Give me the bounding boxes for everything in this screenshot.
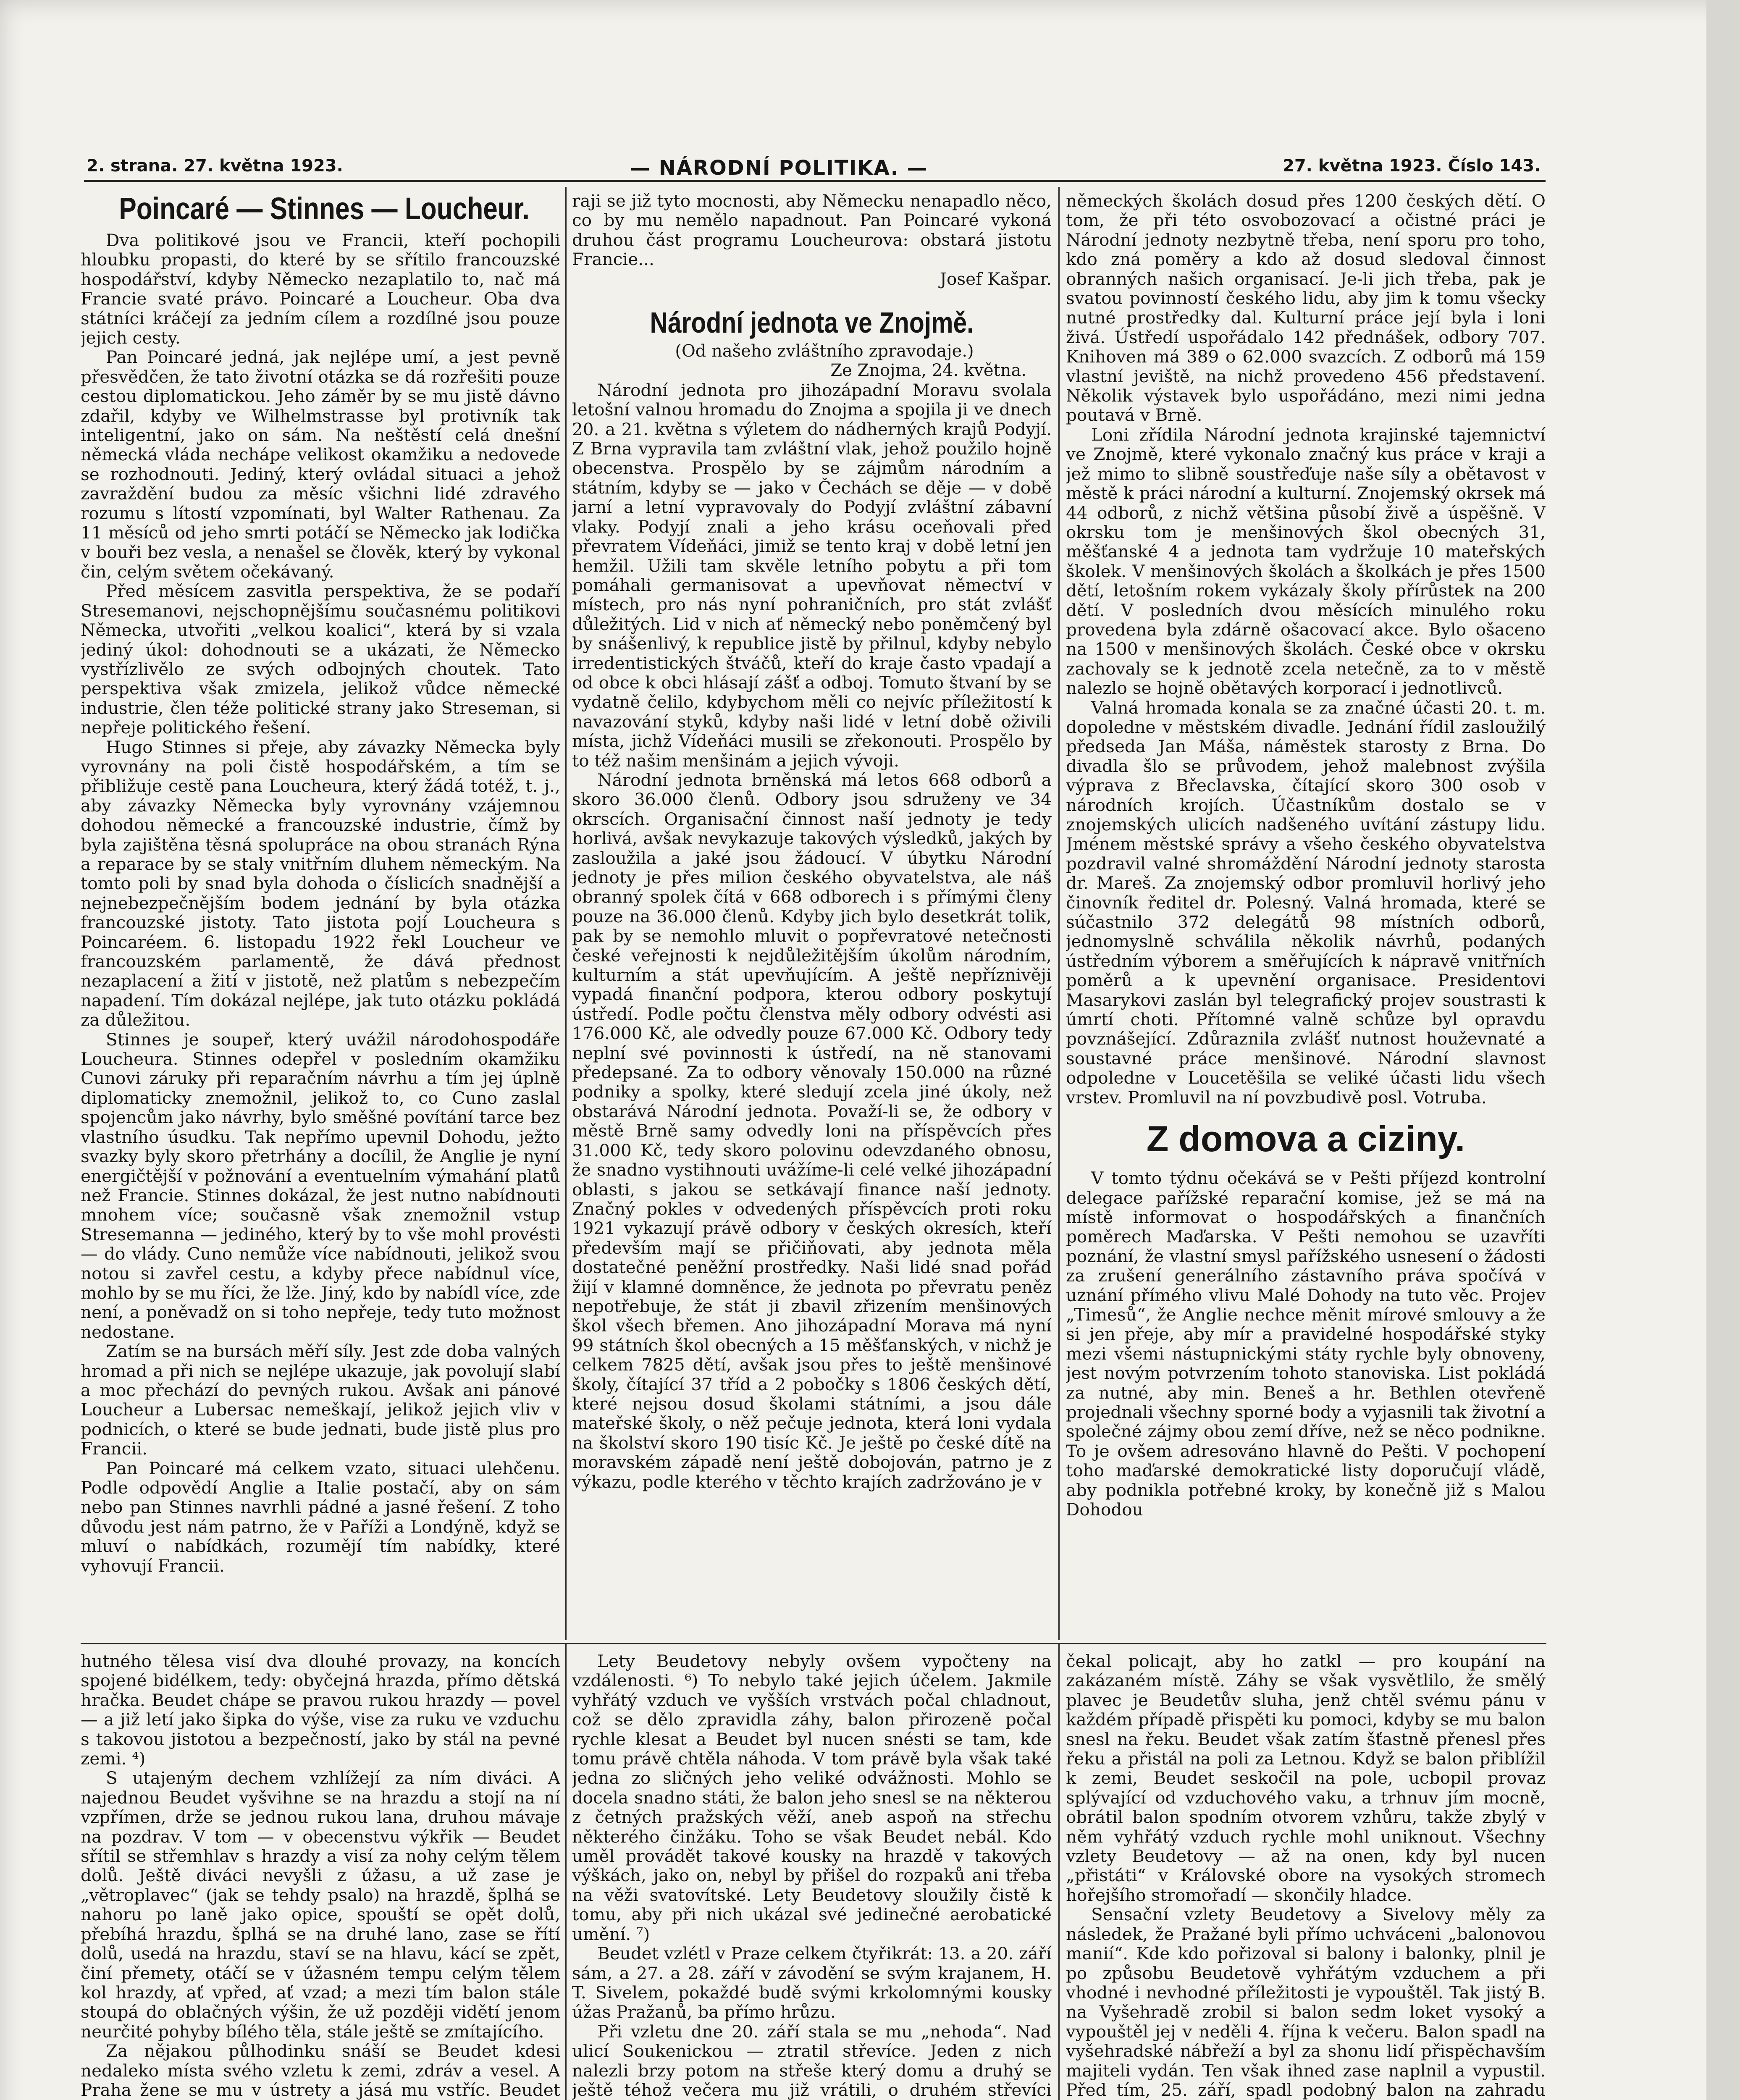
paragraph: německých školách dosud přes 1200 českých dětí. O tom, že při této osvobozovací a očistné práci je Národní jednoty nezbytně třeba, není sporu pro toho, kdo zná poměry a kdo až dosud sledoval činnost obranných našich organisací. Je-li jich třeba, pak je svatou povinností českého lidu, aby jim k tomu všecky nutné prostředky dal. Kulturní práce její byla i loni živá. Ústředí uspořádalo 142 přednášek, odbory 707. Knihoven má 389 o 62.000 svazcích. Z odborů má 159 vlastní jeviště, na nichž provedeno 456 představení. Několik výstavek bylo uspořádáno, mezi nimi jedna poutavá v Brně.	[1066, 191, 1546, 425]
column-divider	[1058, 1644, 1060, 2100]
column-divider	[565, 1644, 567, 2100]
paragraph: Stinnes je soupeř, který uvážil národohospodáře Loucheura. Stinnes odepřel v posledním okamžiku Cunovi záruky při reparačním návrhu a tím jej úplně diplomaticky znemožnil, jelikož to, co Cuno zaslal spojencům jako návrhy, bylo směšné povítání tarce bez vlastního úsudku. Tak nepřímo upevnil Dohodu, ježto svazky byly skoro přetrhány a docílil, že Anglie je nyní energičtější v požnování a eventuelním výmahání platů než Francie. Stinnes dokázal, že jest nutno nabídnouti mnohem více; současně však znemožnil vstup Stresemanna — jediného, který by to vše mohl provésti — do vlády. Cuno nemůže více nabídnouti, jelikož svou notou si zavřel cestu, a kdyby přece nabídnul více, mohlo by se mu říci, že lže. Jiný, kdo by nabídl více, zde není, a poněvadž on si toho nepřeje, tedy tuto možnost nedostane.	[81, 1029, 560, 1342]
paragraph: Loni zřídila Národní jednota krajinské tajemnictví ve Znojmě, které vykonalo značný kus práce v kraji a jež mimo to slibně soustřeďuje naše síly a obětavost v městě k práci národní a kulturní. Znojemský okrsek má 44 odborů, z nichž většina působí živě a úspěšně. V okrsku tom je menšinových škol obecných 31, měšťanské 4 a jednota tam vydržuje 10 mateřských školek. V menšinových školách a školkách je přes 1500 dětí, letošním rokem vykázaly školy přírůstek na 200 dětí. V posledních dvou měsících minulého roku provedena byla zdárně ošacovací akce. Bylo ošaceno na 1500 v menšinových školách. České obce v okrsku zachovaly se k jednotě zcela netečně, za to v městě nalezlo se hojně obětavých korporací i jednotlivců.	[1066, 424, 1546, 698]
paragraph: V tomto týdnu očekává se v Pešti příjezd kontrolní delegace pařížské reparační komise, jež se má na místě informovat o hospodářských a finančních poměrech Maďarska. V Pešti nemohou se uzavříti poznání, že vlastní smysl pařížského usnesení o žádosti za zrušení generálního zástavního práva spočívá v uznání přímého vlivu Malé Dohody na tuto věc. Projev „Timesů“, že Anglie nechce měnit mírové smlouvy a že si jen přeje, aby mír a pravidelné hospodářské styky mezi všemi nástupnickými státy rychle byly obnoveny, jest novým potvrzením tohoto stanoviska. List pokládá za nutné, aby min. Beneš a hr. Bethlen otevřeně projednali všechny sporné body a vyjasnili tak životní a společné zájmy obou zemí dříve, než se něco podnikne. To je ovšem adresováno hlavně do Pešti. V pochopení toho maďarské demokratické listy doporučují vládě, aby podnikla potřebné kroky, by konečně již s Malou Dohodou	[1066, 1168, 1546, 1520]
feuilleton-column-3	[1066, 1651, 1546, 2100]
column-3	[1066, 191, 1546, 1636]
column-1	[81, 191, 560, 1636]
feuilleton-column-1	[81, 1651, 560, 2100]
article-title: Národní jednota ve Znojmě.	[650, 306, 974, 339]
page-number-date: 2. strana. 27. května 1923.	[87, 156, 343, 176]
article-subtitle: (Od našeho zvláštního zpravodaje.)	[675, 341, 974, 361]
paragraph: S utajeným dechem vzhlížejí za ním diváci. A najednou Beudet vyšvihne se na hrazdu a stojí na ní vzpřímen, drže se jednou rukou lana, druhou mávaje na pozdrav. V tom — v obecenstvu výkřik — Beudet sřítil se střemhlav s hrazdy a visí za nohy celým tělem dolů. Ještě diváci nevyšli z úžasu, a už zase je „větroplavec“ (jak se tehdy psalo) na hrazdě, šplhá se nahoru po laně jako opice, spouští se opět dolů, přebíhá hrazdu, šplhá se na druhé lano, zase se řítí dolů, usedá na hrazdu, staví se na hlavu, kácí se zpět, činí přemety, otáčí se v úžasném tempu celým tělem kol hrazdy, ať vpřed, ať vzad; a mezi tím balon stále stoupá do oblačných výšin, že už později vidětí jenom neurčité pohyby bílého těla, stále ještě se zmítajícího.	[81, 1768, 560, 2042]
signature: Josef Kašpar.	[940, 268, 1052, 289]
paragraph: čekal policajt, aby ho zatkl — pro koupání na zakázaném místě. Záhy se však vysvětlilo, že smělý plavec je Beudetův sluha, jenž chtěl svému pánu v každém případě přispěti ku pomoci, kdyby se mu balon snesl na řeku. Beudet však zatím šťastně přenesl přes řeku a přistál na poli za Letnou. Když se balon přiblížil k zemi, Beudet seskočil na pole, ucbopil provaz splývající od vzduchového vaku, a trhnuv jím mocně, obrátil balon spodním otvorem vzhůru, takže zbylý v něm vyhřátý vzduch rychle mohl uniknout. Všechny vzlety Beudetovy — až na onen, kdy byl nucen „přistáti“ v Královské obore na vysokých stromech hořejšího stromořadí — skončily hladce.	[1066, 1651, 1546, 1905]
paragraph: Beudet vzlétl v Praze celkem čtyřikrát: 13. a 20. září sám, a 27. a 28. září v závodění se svým krajanem, H. T. Sivelem, pokaždé budě svými krkolomnými kousky úžas Pražanů, ba přímo hrůzu.	[572, 1943, 1052, 2022]
column-divider	[565, 187, 567, 1640]
masthead: — NÁRODNÍ POLITIKA. —	[630, 156, 928, 180]
paragraph: Při vzletu dne 20. září stala se mu „nehoda“. Nad ulicí Soukenickou — ztratil střevíce. Jeden z nich nalezli brzy potom na střeše který domu a druhý se ještě téhož večera mu již vrátili, o druhém střevíci	[572, 2021, 1052, 2100]
section-title: Z domova a ciziny.	[1146, 1119, 1465, 1160]
paragraph: raji se již tyto mocnosti, aby Německu nenapadlo něco, co by mu nemělo napadnout. Pan Poincaré vykoná druhou část programu Loucheurova: obstará jistotu Francie...	[572, 191, 1052, 270]
feuilleton-rule	[81, 1643, 1546, 1644]
paragraph: Sensační vzlety Beudetovy a Sivelovy měly za následek, že Pražané byli přímo uchváceni „balonovou manií“. Kde kdo pořizoval si balony i balonky, plnil je po způsobu Beudetově vyhřátým vzduchem a při vhodné i nevhodné příležitosti je vypouštěl. Tak jistý B. na Vyšehradě zrobil si balon sedm loket vysoký a vypouštěl jej v neděli 4. října k večeru. Balon spadl na vyšehradské nábřeží a byl za shonu lidí přispěchavším majiteli vydán. Ten však ihned zase naplnil a vypustil. Před tím, 25. září, spadl podobný balon na zahradu	[1066, 1904, 1546, 2100]
paragraph: Hugo Stinnes si přeje, aby závazky Německa byly vyrovnány na poli čistě hospodářském, a tím se přibližuje cestě pana Loucheura, který žádá totéž, t. j., aby závazky Německa byly vyrovnány vzájemnou dohodou německé a francouzské industrie, čímž by byla zajištěna těsná spolupráce na obou stranách Rýna a reparace by se staly vnitřním dluhem německým. Na tomto poli by snad byla dohoda o číslicích snadnější a nejnebezpečnějším bodem jednání by byla otázka francouzské jistoty. Tato jistota pojí Loucheura s Poincaréem. 6. listopadu 1922 řekl Loucheur ve francouzském parlamentě, že dává přednost nezaplacení a žití v jistotě, než platům s nebezpečím napadení. Tím dokázal nejlépe, jak tuto otázku pokládá za důležitou.	[81, 737, 560, 1030]
issue-date-number: 27. května 1923. Číslo 143.	[1283, 156, 1541, 176]
header-rule	[84, 180, 1546, 182]
feuilleton-column-2	[572, 1651, 1052, 2100]
column-divider	[1058, 187, 1060, 1640]
column-2	[572, 191, 1052, 1636]
dateline: Ze Znojma, 24. května.	[830, 361, 1026, 381]
article-title: Poincaré — Stinnes — Loucheur.	[119, 191, 530, 226]
paragraph: Dva politikové jsou ve Francii, kteří pochopili hloubku propasti, do které by se sřítilo francouzské hospodářství, kdyby Německo nezaplatilo to, nač má Francie svaté právo. Poincaré a Loucheur. Oba dva státníci kráčejí za jedním cílem a rozdílné jsou pouze jejich cesty.	[81, 230, 560, 348]
paragraph: Lety Beudetovy nebyly ovšem vypočteny na vzdálenosti. ⁶) To nebylo také jejich účelem. Jakmile vyhřátý vzduch ve vyšších vrstvách počal chladnout, což se dělo zpravidla záhy, balon přirozeně počal rychle klesat a Beudet byl nucen snésti se tam, kde tomu právě chtěla náhoda. V tom právě byla však také jedna zo sličných jeho veliké odvážnosti. Mohlo se docela snadno státi, že balon jeho snesl se na některou z četných pražských věží, aneb aspoň na střechu některého činžáku. Toho se však Beudet nebál. Kdo uměl provádět takové kousky na hrazdě v takových výškách, jako on, nebyl by přišel do rozpaků ani třeba na věži svatovítské. Lety Beudetovy sloužily čistě k tomu, aby při nich ukázal své jedinečné aerobatické umění. ⁷)	[572, 1651, 1052, 1944]
paragraph: Národní jednota brněnská má letos 668 odborů a skoro 36.000 členů. Odbory jsou sdruženy ve 34 okrscích. Organisační činnost naší jednoty je tedy horlivá, avšak nevykazuje takových výsledků, jakých by zasloužila a jaké jsou žádoucí. V úbytku Národní jednoty je přes milion českého obyvatelstva, ale náš obranný spolek čítá v 668 odborech i s přímými členy pouze na 36.000 členů. Kdyby jich bylo desetkrát tolik, pak by se nemohlo mluvit o popřevratové netečnosti české veřejnosti k nejdůležitějším úkolům národním, kulturním a stát upevňujícím. A ještě nepříznivěji vypadá finanční podpora, kterou odbory poskytují ústředí. Podle počtu členstva měly odbory odvésti asi 176.000 Kč, ale odvedly pouze 67.000 Kč. Odbory tedy neplní své povinnosti k ústředí, na ně stanovami předepsané. Za to odbory věnovaly 150.000 na různé podniky a spolky, které sledují zcela jiné úkoly, než obstarává Národní jednota. Považí-li se, že odbory v městě Brně samy odvedly loni na příspěvcích přes 31.000 Kč, tedy skoro polovinu odevzdaného obnosu, že snadno vystihnouti uvážíme-li celé velké jihozápadní oblasti, s jakou se setkávají finance naší jednoty. Značný pokles v odvedených příspěvcích proti roku 1921 vykazují právě odbory v českých okresích, kteří především mají se přičiňovati, aby jednota měla dostatečné peněžní prostředky. Naši lidé snad pořád žijí v klamné domněnce, že jednota po převratu peněz nepotřebuje, že stát ji zbavil zřizením menšinových škol všech břemen. Ano jihozápadní Morava má nyní 99 státních škol obecných a 15 měšťanských, v nichž je celkem 7825 dětí, avšak jsou přes to ještě menšinové školy, čítající 37 tříd a 2 pobočky s 1806 českých dětí, které nejsou dosud školami státními, a jsou dále mateřské školy, o něž pečuje jednota, která loni vydala na školství skoro 190 tisíc Kč. Je ještě po české dítě na moravském západě není ještě dobojován, patrno je z výkazu, podle kterého v těchto krajích zadržováno je v	[572, 769, 1052, 1492]
paragraph: Národní jednota pro jihozápadní Moravu svolala letošní valnou hromadu do Znojma a spojila ji ve dnech 20. a 21. května s výletem do nádherných krajů Podyjí. Z Brna vypravila tam zvláštní vlak, jehož použilo hojně obecenstva. Prospělo by se zájmům národním a státním, kdyby se — jako v Čechách se děje — v době jarní a letní vypravovaly do Podyjí zvláštní zábavní vlaky. Podyjí znali a jeho krásu oceňovali před převratem Vídeňáci, jimiž se tento kraj v době letní jen hemžil. Užili tam skvěle letního pobytu a při tom pomáhali germanisovat a upevňovat němectví v místech, pro nás nyní pohraničních, pro stát zvlášť důležitých. Lid v nich ať německý nebo poněmčený byl by snášenlivý, k republice jistě by přilnul, kdyby nebylo irredentistických štváčů, kteří do kraje často vpadají a od obce k obci hlásají zášť a odboj. Tomuto štvaní by se vydatně čelilo, kdybychom měli co nejvíc příležitostí k navazování styků, kdyby naši lidé v letní době oživili místa, jichž Vídeňáci musili se zřekonouti. Prospělo by to též našim menšinám a jejich vývoji.	[572, 380, 1052, 771]
paragraph: Zatím se na bursách měří síly. Jest zde doba valných hromad a při nich se nejlépe ukazuje, jak povolují slabí a moc přechází do pevných rukou. Avšak ani pánové Loucheur a Lubersac nemeškají, jelikož jejich vliv v podnicích, o které se bude jednati, bude jistě plus pro Francii.	[81, 1341, 560, 1459]
paragraph: Pan Poincaré jedná, jak nejlépe umí, a jest pevně přesvědčen, že tato životní otázka se dá rozřešiti pouze cestou diplomatickou. Jeho záměr by se mu jistě dávno zdařil, kdyby ve Wilhelmstrasse byl protivník tak inteligentní, jako on sám. Na neštěstí celá dnešní německá vláda nechápe velikost okamžiku a nedovede se rozhodnouti. Jediný, který ovládal situaci a jehož zavraždění budou za měsíc všichni lidé zdravého rozumu s lítostí vzpomínati, byl Walter Rathenau. Za 11 měsíců od jeho smrti potáčí se Německo jak lodička v bouři bez vesla, a nenašel se člověk, který by vykonal čin, celým světem očekávaný.	[81, 347, 560, 582]
paragraph: Pan Poincaré má celkem vzato, situaci ulehčenu. Podle odpovědí Anglie a Italie postačí, aby on sám nebo pan Stinnes navrhli pádné a jasné řešení. Z toho důvodu jest nám patrno, že v Paříži a Londýně, když se mluví o nabídkách, rozumějí tím nabídky, které vyhovují Francii.	[81, 1458, 560, 1576]
paragraph: hutného tělesa visí dva dlouhé provazy, na koncích spojené bidélkem, tedy: obyčejná hrazda, přímo dětská hračka. Beudet chápe se pravou rukou hrazdy — povel — a již letí jako šipka do výše, vise za ruku ve vzduchu s takovou jistotou a bezpečností, jako by stál na pevné zemi. ⁴)	[81, 1651, 560, 1769]
paragraph: Za nějakou půlhodinku snáší se Beudet kdesi nedaleko místa svého vzletu k zemi, zdráv a vesel. A Praha žene se mu v ústrety a jásá mu vstříc. Beudet	[81, 2041, 560, 2100]
paragraph: Před měsícem zasvitla perspektiva, že se podaří Stresemanovi, nejschopnějšímu současnému politikovi Německa, utvořiti „velkou koalici“, která by si vzala jediný úkol: dohodnouti se a ukázati, že Německo vystřízlivělo ze svých odbojných choutek. Tato perspektiva však zmizela, jelikož vůdce německé industrie, člen téže politické strany jako Streseman, si nepřeje politického řešení.	[81, 581, 560, 738]
scan-margin-strip	[1706, 0, 1740, 2100]
paragraph: Valná hromada konala se za značné účasti 20. t. m. dopoledne v městském divadle. Jednání řídil zasloužilý předseda Jan Máša, náměstek starosty z Brna. Do divadla šlo se průvodem, jehož malebnost zvýšila výprava z Břeclavska, čítající skoro 300 osob v národních krojích. Účastníkům dostalo se v znojemských ulicích nadšeného uvítání zástupy lidu. Jménem městské správy a všeho českého obyvatelstva pozdravil valné shromáždění Národní jednoty starosta dr. Mareš. Za znojemský odbor promluvil horlivý jeho činovník ředitel dr. Polesný. Valná hromada, které se súčastnilo 372 delegátů 98 místních odborů, jednomyslně schválila několik návrhů, podaných ústředním výborem a směřujících k nápravě vnitřních poměrů a k upevnění organisace. Presidentovi Masarykovi zaslán byl telegrafický projev soustrasti k úmrtí choti. Přítomné valně schůze byl opravdu povznášející. Zdůraznila zvlášť nutnost houževnaté a soustavné práce menšinové. Národní slavnost odpoledne v Loucetěšila se veliké účasti lidu všech vrstev. Promluvil na ní povzbudivě posl. Votruba.	[1066, 697, 1546, 1108]
